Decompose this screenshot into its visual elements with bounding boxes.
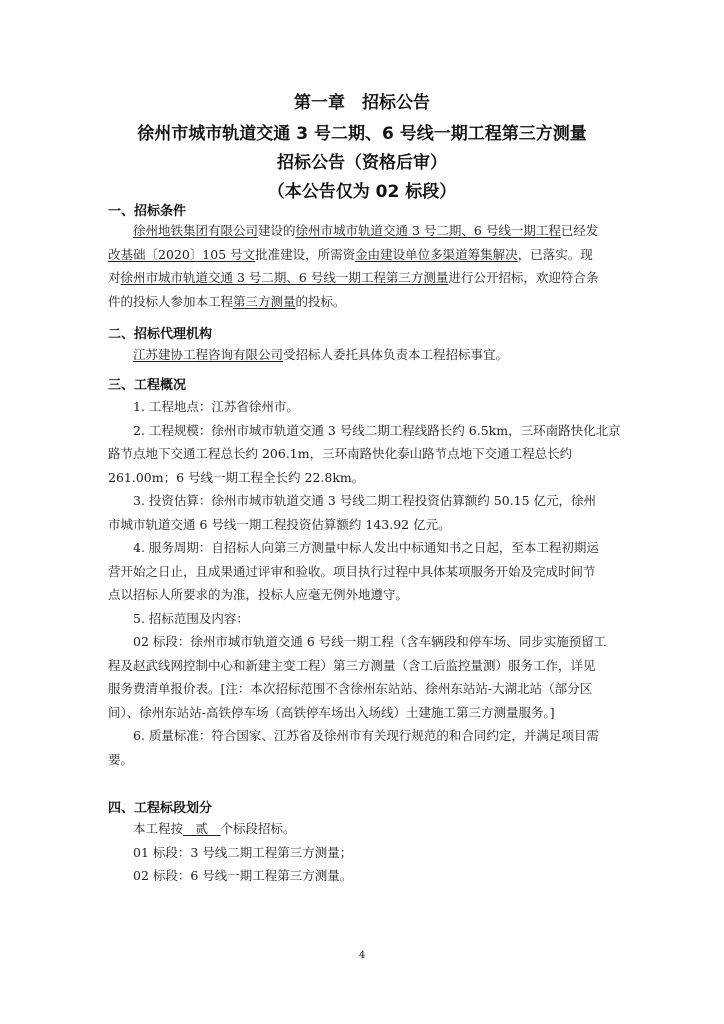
text-span: 的投标。	[295, 293, 346, 309]
section-heading-agency: 二、招标代理机构	[108, 327, 213, 342]
paragraph-line: 服务费清单报价表。[注：本次招标范围不含徐州东站站、徐州东站站-大湖北站（部分区	[108, 681, 593, 696]
text-span: ，已落实。现	[517, 246, 593, 262]
paragraph-line: 营开始之日止，且成果通过评审和验收。项目执行过程中具体某项服务开始及完成时间节	[108, 563, 596, 579]
approval-doc: 改基础〔2020〕105 号文	[108, 246, 256, 262]
page-number: 4	[358, 950, 366, 961]
tenderer-name: 徐州地铁集团有限公司	[133, 223, 259, 238]
paragraph-line: 6. 质量标准：符合国家、江苏省及徐州市有关现行规范的和合同约定，并满足项目需	[133, 728, 599, 743]
agency-name: 江苏建协工程咨询有限公司	[133, 347, 284, 362]
paragraph-line	[108, 290, 616, 314]
tender-project: 徐州市城市轨道交通 3 号二期、6 号线一期工程第三方测量	[120, 270, 449, 285]
tender-item: 第三方测量	[233, 293, 296, 309]
section-body-lots	[108, 817, 616, 888]
text-span: 已经发	[560, 223, 599, 238]
paragraph-line	[108, 343, 616, 367]
paragraph-line: 01 标段：3 号线二期工程第三方测量；	[133, 844, 353, 860]
section-heading-overview: 三、工程概况	[108, 378, 187, 393]
text-span: 受招标人委托具体负责本工程招标事宜。	[283, 347, 509, 362]
paragraph-line: 间）、徐州东站站-高铁停车场（高铁停车场出入场线）土建施工第三方测量服务。]	[108, 704, 555, 720]
text-span: 批准建设，所需资	[255, 246, 356, 262]
scope-note-title: （本公告仅为 02 标段）	[267, 182, 457, 202]
chapter-title: 第一章 招标公告	[294, 93, 430, 113]
text-span: 个标段招标。	[220, 821, 296, 836]
paragraph-line: 2. 工程规模：徐州市城市轨道交通 3 号线二期工程线路长约 6.5km，三环南路快化北京	[133, 422, 621, 438]
paragraph-line: 路节点地下交通工程总长约 206.1m，三环南路快化泰山路节点地下交通工程总长约	[108, 446, 573, 461]
paragraph-line	[108, 266, 616, 290]
notice-title: 招标公告（资格后审）	[277, 153, 447, 173]
project-name: 徐州市城市轨道交通 3 号二期、6 号线一期工程	[295, 223, 561, 238]
paragraph-line: 1. 工程地点：江苏省徐州市。	[133, 399, 299, 414]
section-heading-conditions: 一、招标条件	[108, 204, 187, 219]
text-span: 件的投标人参加本工程	[108, 293, 234, 309]
text-span: 对	[108, 270, 121, 285]
text-span: 进行公开招标，欢迎符合条	[448, 270, 599, 285]
paragraph-line: 02 标段：6 号线一期工程第三方测量。	[133, 868, 353, 883]
section-body-conditions	[108, 219, 616, 313]
paragraph-line: 市城市轨道交通 6 号线一期工程投资估算额约 143.92 亿元。	[108, 516, 451, 532]
text-span: 本工程按	[133, 821, 184, 836]
project-title: 徐州市城市轨道交通 3 号二期、6 号线一期工程第三方测量	[137, 124, 587, 144]
section-body-agency	[108, 343, 616, 367]
paragraph-line: 5. 招标范围及内容：	[133, 610, 249, 626]
section-heading-lots: 四、工程标段划分	[108, 801, 213, 816]
paragraph-line	[108, 243, 616, 267]
paragraph-line	[108, 219, 616, 243]
paragraph-line	[108, 817, 616, 841]
paragraph-line: 要。	[108, 751, 134, 767]
paragraph-line: 程及赵武线网控制中心和新建主变工程）第三方测量（含工后监控量测）服务工作，详见	[108, 657, 596, 673]
paragraph-line: 02 标段：徐州市城市轨道交通 6 号线一期工程（含车辆段和停车场、同步实施预留工	[133, 634, 607, 649]
lot-count: 贰	[183, 821, 221, 836]
paragraph-line: 4. 服务周期：自招标人向第三方测量中标人发出中标通知书之日起，至本工程初期运	[133, 540, 599, 555]
paragraph-line: 261.00m；6 号线一期工程全长约 22.8km。	[108, 469, 365, 485]
section-body-overview	[108, 395, 621, 771]
text-span: 建设的	[258, 223, 296, 238]
funding-source: 金由建设单位多渠道筹集解决	[355, 246, 518, 262]
paragraph-line: 3. 投资估算：徐州市城市轨道交通 3 号线二期工程投资估算额约 50.15 亿元，徐州	[133, 493, 597, 508]
paragraph-line: 点以招标人所要求的为准，投标人应毫无例外地遵守。	[108, 587, 409, 602]
